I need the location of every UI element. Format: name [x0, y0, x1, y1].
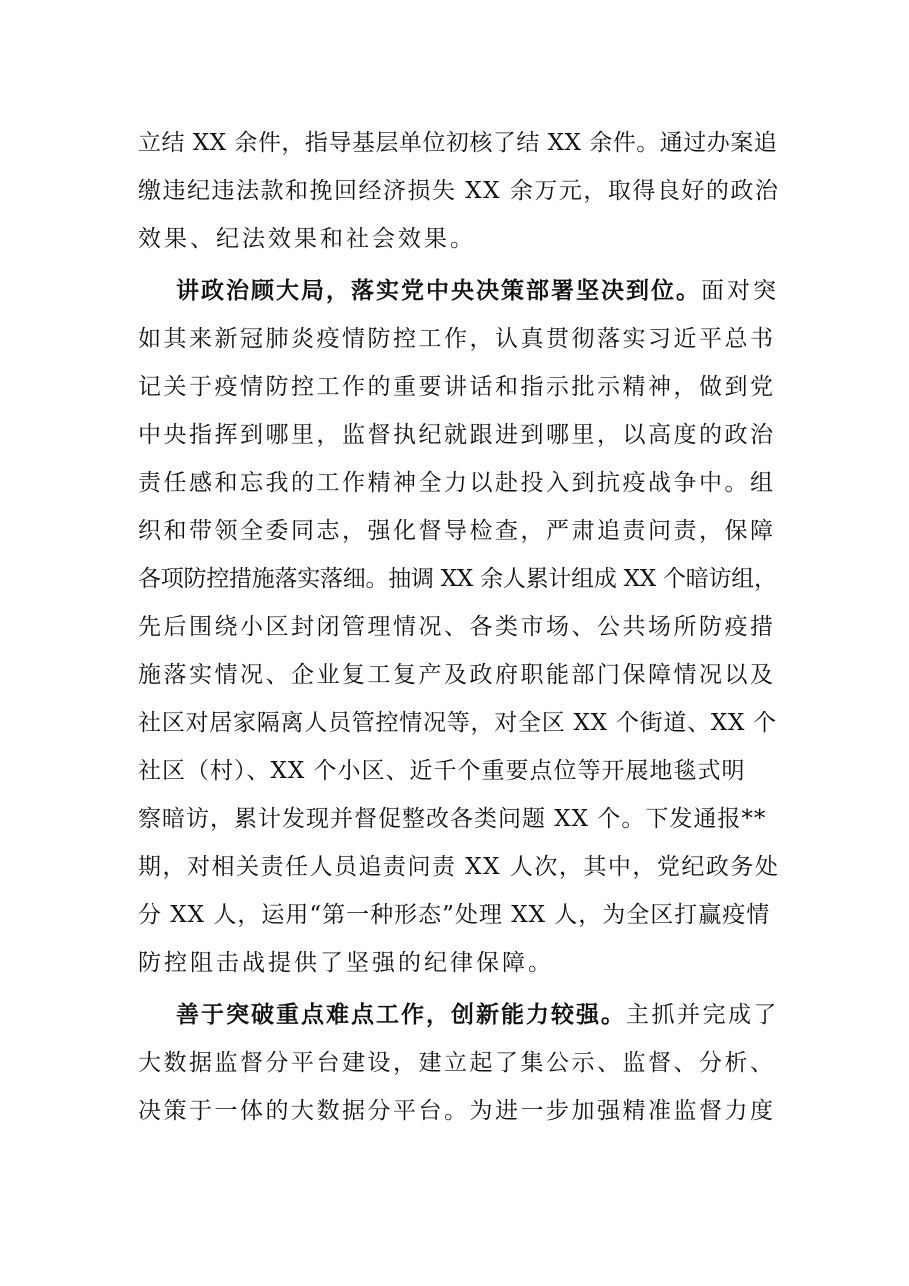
body-text-line: [138, 463, 778, 503]
line-text: 施落实情况、企业复工复产及政府职能部门保障情况以及: [138, 662, 776, 688]
body-text-line: [138, 607, 778, 647]
body-text-line: [138, 799, 778, 839]
paragraph-start-line: [176, 271, 778, 311]
body-text-line: [138, 1091, 778, 1131]
body-text-line: [138, 847, 778, 887]
line-text: 决策于一体的大数据分平台。为进一步加强精准监督力度: [138, 1098, 776, 1124]
body-text-line: [138, 415, 778, 455]
line-text: 效果、纪法效果和社会效果。: [138, 226, 476, 252]
body-text-line: [138, 123, 778, 163]
body-text-line: [138, 751, 778, 791]
line-text: 社区对居家隔离人员管控情况等，对全区 XX 个街道、XX 个: [138, 710, 777, 736]
line-text: 织和带领全委同志，强化督导检查，严肃追责问责，保障: [138, 518, 776, 544]
line-text: 主抓并完成了: [626, 1002, 779, 1028]
line-text: 责任感和忘我的工作精神全力以赴投入到抗疫战争中。组: [138, 470, 776, 496]
line-text: 先后围绕小区封闭管理情况、各类市场、公共场所防疫措: [138, 614, 776, 640]
line-text: 防控阻击战提供了坚强的纪律保障。: [138, 950, 554, 976]
paragraph-heading: 讲政治顾大局，落实党中央决策部署坚决到位。: [176, 278, 701, 304]
line-text: 各项防控措施落实落细。抽调 XX 余人累计组成 XX 个暗访组，: [138, 566, 777, 592]
body-text-line: [138, 1043, 778, 1083]
line-text: 面对突: [701, 278, 779, 304]
body-text-line: [138, 319, 778, 359]
body-text-line: [138, 703, 778, 743]
line-text: 分 XX 人，运用“第一种形态”处理 XX 人，为全区打赢疫情: [138, 902, 771, 928]
body-text-line: [138, 655, 778, 695]
body-text-line: [138, 219, 778, 259]
paragraph-heading: 善于突破重点难点工作，创新能力较强。: [176, 1002, 626, 1028]
body-text-line: [138, 943, 778, 983]
line-text: 期，对相关责任人员追责问责 XX 人次，其中，党纪政务处: [138, 854, 780, 880]
body-text-line: [138, 511, 778, 551]
body-text-line: [138, 895, 778, 935]
body-text-line: [138, 367, 778, 407]
line-text: 记关于疫情防控工作的重要讲话和指示批示精神，做到党: [138, 374, 776, 400]
body-text-line: [138, 171, 778, 211]
body-text-line: [138, 559, 778, 599]
line-text: 如其来新冠肺炎疫情防控工作，认真贯彻落实习近平总书: [138, 326, 776, 352]
line-text: 社区（村）、XX 个小区、近千个重要点位等开展地毯式明: [138, 758, 746, 784]
paragraph-start-line: [176, 995, 778, 1035]
line-text: 中央指挥到哪里，监督执纪就跟进到哪里，以高度的政治: [138, 422, 776, 448]
line-text: 察暗访，累计发现并督促整改各类问题 XX 个。下发通报**: [138, 806, 767, 832]
line-text: 缴违纪违法款和挽回经济损失 XX 余万元，取得良好的政治: [138, 178, 780, 204]
line-text: 立结 XX 余件，指导基层单位初核了结 XX 余件。通过办案追: [138, 130, 778, 156]
line-text: 大数据监督分平台建设，建立起了集公示、监督、分析、: [138, 1050, 776, 1076]
